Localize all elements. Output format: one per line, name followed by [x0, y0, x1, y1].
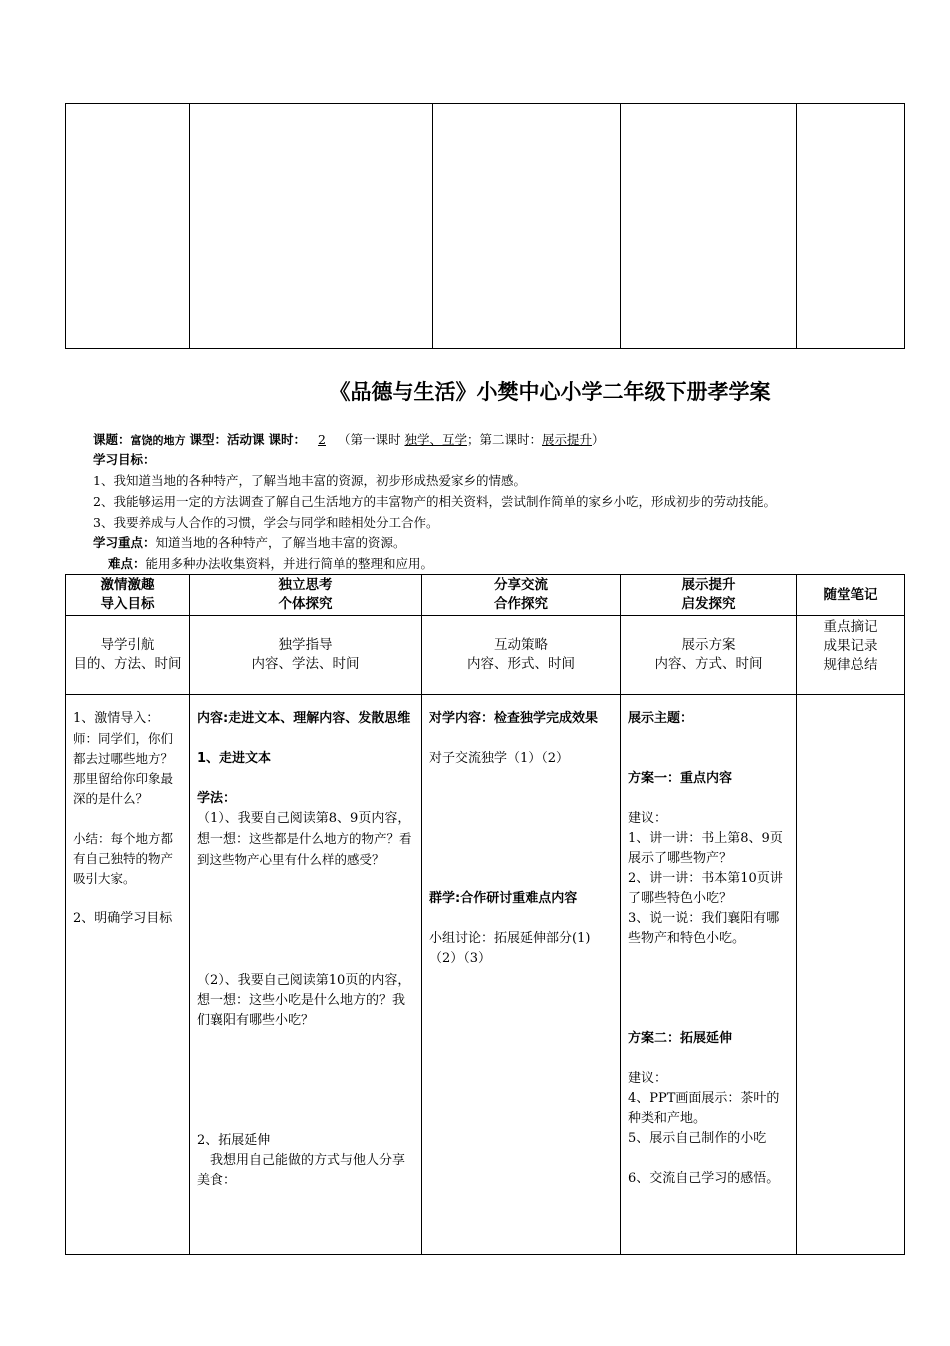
empty-cell	[797, 104, 905, 349]
lesson-info	[93, 430, 605, 451]
header-line: 导入目标	[100, 596, 155, 612]
summary-text: 小结：每个地方都有自己独特的物产吸引大家。	[73, 831, 174, 886]
empty-cell	[433, 104, 621, 349]
plan2-title: 方案二：拓展延伸	[628, 1031, 733, 1046]
empty-cell	[621, 104, 797, 349]
topic-label: 课题：	[93, 432, 131, 447]
schedule-close: ）	[592, 432, 605, 447]
suggestion-item: 6、交流自己学习的感悟。	[628, 1171, 780, 1186]
header-line: 随堂笔记	[823, 586, 878, 603]
group-title: 群学:合作研讨重难点内容	[429, 891, 578, 906]
first-session: 独学、互学	[404, 432, 467, 447]
method-label: 学法：	[197, 791, 237, 806]
step2-title: 2、拓展延伸	[197, 1133, 271, 1148]
suggestion-item: 4、PPT画面展示：茶叶的种类和产地。	[628, 1091, 780, 1126]
second-session: 展示提升	[542, 432, 593, 447]
plan1-title: 方案一：重点内容	[628, 771, 733, 786]
suggestion-item: 2、讲一讲：书本第10页讲了哪些特色小吃？	[628, 871, 783, 906]
header-cell	[621, 575, 797, 616]
suggestion-item: 1、讲一讲：书上第8、9页展示了哪些物产？	[628, 831, 783, 866]
header-line: 激情激趣	[100, 577, 155, 593]
subheader-line: 成果记录	[823, 638, 878, 654]
subheader-cell	[190, 616, 422, 695]
question1-a: （1）、我要自己阅读第8、9页内容，想一想：	[197, 811, 411, 847]
subheader-cell	[66, 616, 190, 695]
col-self-study-cell	[190, 695, 422, 1255]
intro-title: 1、激情导入：	[73, 711, 160, 726]
show-theme: 展示主题：	[628, 711, 694, 726]
header-line: 合作探究	[494, 596, 548, 612]
header-line: 分享交流	[494, 577, 548, 593]
header-cell	[797, 575, 905, 616]
key-point-label: 学习重点：	[93, 535, 156, 550]
suggest1-label: 建议：	[628, 811, 668, 826]
difficulty-label: 难点：	[108, 556, 146, 571]
empty-cell	[66, 104, 190, 349]
subheader-line: 导学引航	[100, 637, 155, 653]
subheader-line: 内容、方式、时间	[654, 656, 763, 672]
question2: （2）、我要自己阅读第10页的内容，想一想：这些小吃是什么地方的？我们襄阳有哪些小吃？	[197, 973, 411, 1028]
hours-value: 2	[318, 432, 326, 447]
table-subheader-row	[66, 616, 905, 695]
objective-item: 1、我知道当地的各种特产，了解当地丰富的资源，初步形成热爱家乡的情感。	[93, 473, 526, 488]
suggestion-item: 3、说一说：我们襄阳有哪些物产和特色小吃。	[628, 911, 780, 946]
table-header-row	[66, 575, 905, 616]
subheader-line: 独学指导	[278, 637, 333, 653]
subheader-line: 规律总结	[823, 657, 878, 673]
type-value: 活动课	[227, 432, 265, 447]
col-show-cell	[621, 695, 797, 1255]
header-line: 独立思考	[278, 577, 333, 593]
suggest2-label: 建议：	[628, 1071, 668, 1086]
step1-title: 1、走进文本	[197, 751, 272, 766]
header-line: 展示提升	[681, 577, 736, 593]
difficulty-text: 能用多种办法收集资料，并进行简单的整理和应用。	[145, 556, 434, 571]
content-title: 内容:走进文本、理解内容、发散思维	[197, 711, 411, 726]
objectives-label: 学习目标：	[93, 452, 156, 467]
empty-cell	[190, 104, 433, 349]
table-row	[66, 104, 905, 349]
header-cell	[66, 575, 190, 616]
subheader-line: 内容、学法、时间	[251, 656, 360, 672]
hours-label: 课时：	[268, 432, 307, 447]
subheader-line: 目的、方法、时间	[73, 656, 182, 672]
col-guide-cell	[66, 695, 190, 1255]
header-cell	[422, 575, 621, 616]
table-body-row	[66, 695, 905, 1255]
schedule-mid: ；第二课时：	[466, 432, 542, 447]
group-text: 小组讨论：拓展延伸部分(1)（2）（3）	[429, 931, 591, 966]
header-line: 个体探究	[278, 596, 333, 612]
difficulty	[108, 554, 433, 574]
objective-item: 3、我要养成与人合作的习惯，学会与同学和睦相处分工合作。	[93, 515, 439, 530]
question1-b: 这些都是什么地方的物产？看到这些物产心里有什么样的感受？	[197, 831, 412, 867]
objective-item: 2、我能够运用一定的方法调查了解自己生活地方的丰富物产的相关资料，尝试制作简单的家乡小吃，形成初步的劳动技能。	[93, 494, 776, 509]
col-notes-cell	[797, 695, 905, 1255]
header-cell	[190, 575, 422, 616]
step2-text: 我想用自己能做的方式与他人分享美食：	[197, 1153, 406, 1188]
key-point-text: 知道当地的各种特产，了解当地丰富的资源。	[155, 535, 406, 550]
top-empty-table	[65, 103, 905, 349]
topic-value: 富饶的地方	[130, 434, 186, 447]
schedule-open: （第一课时	[337, 432, 405, 447]
subheader-cell	[422, 616, 621, 695]
col-interaction-cell	[422, 695, 621, 1255]
subheader-line: 展示方案	[681, 637, 736, 653]
pair-text: 对子交流独学（1）（2）	[429, 751, 570, 766]
subheader-line: 重点摘记	[823, 619, 878, 635]
subheader-cell	[797, 616, 905, 695]
key-point	[93, 533, 406, 553]
subheader-line: 内容、形式、时间	[467, 656, 575, 672]
suggestion-item: 5、展示自己制作的小吃	[628, 1131, 767, 1146]
lesson-table	[65, 574, 905, 1255]
intro-text: 师：同学们，你们都去过哪些地方？那里留给你印象最深的是什么？	[73, 731, 174, 806]
subheader-line: 互动策略	[494, 637, 548, 653]
page-title: 《品德与生活》小樊中心小学二年级下册孝学案	[329, 380, 771, 404]
header-line: 启发探究	[681, 596, 736, 612]
subheader-cell	[621, 616, 797, 695]
type-label: 课型：	[189, 432, 228, 447]
goal-text: 2、明确学习目标	[73, 911, 173, 926]
pair-title: 对学内容：检查独学完成效果	[429, 711, 599, 726]
